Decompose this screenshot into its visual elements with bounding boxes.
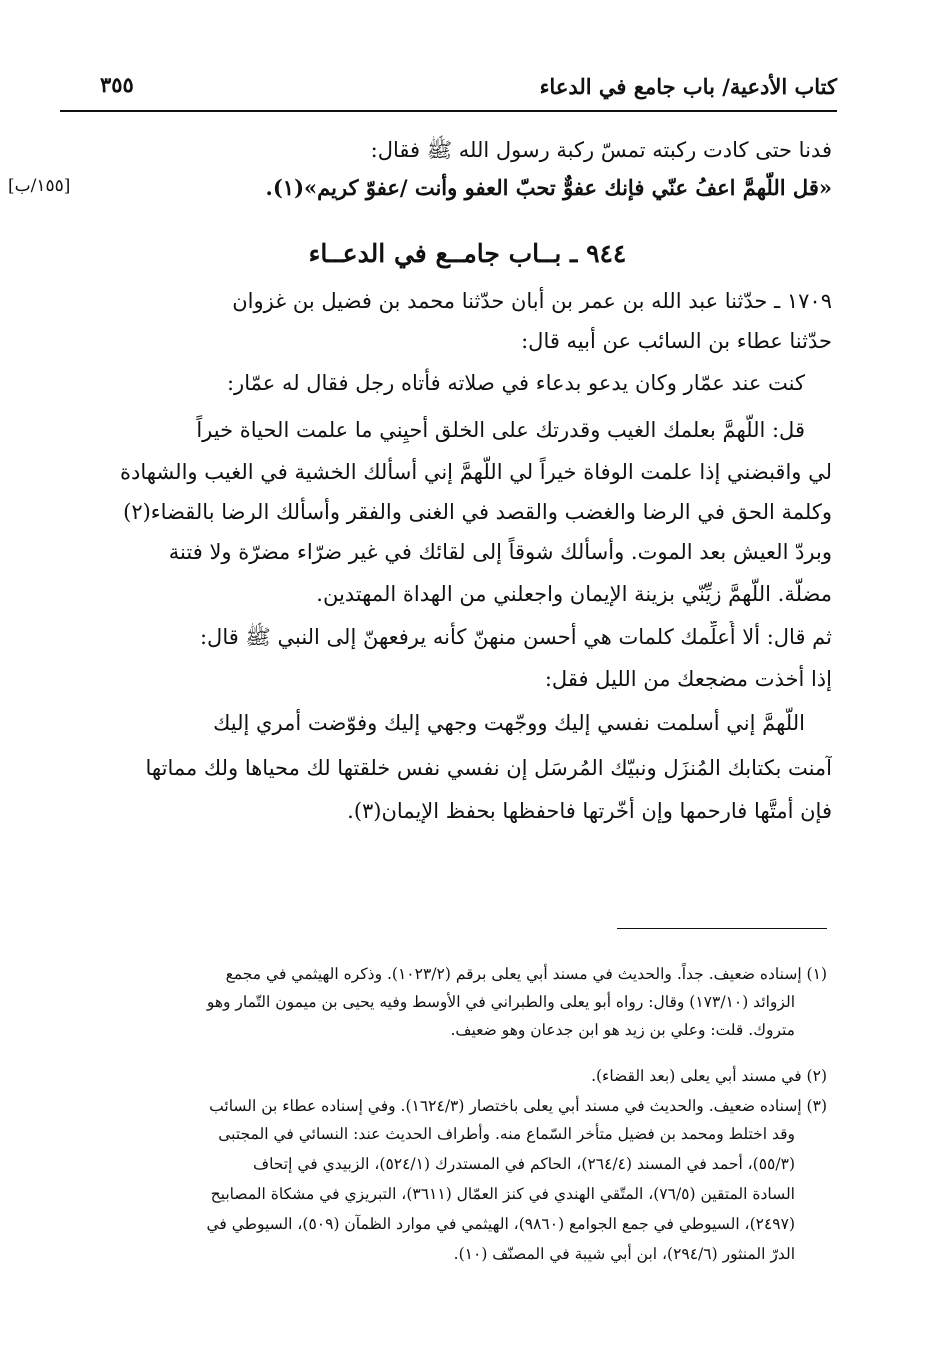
- footnote-line: (٣) إسناده ضعيف. والحديث في مسند أبي يعلى باختصار (١٦٢٤/٣). وفي إسناده عطاء بن السائب: [209, 1097, 827, 1115]
- hadith-line: حدّثنا عطاء بن السائب عن أبيه قال:: [521, 329, 832, 353]
- opening-line-1: فدنا حتى كادت ركبته تمسّ ركبة رسول الله ﷺ فقال:: [370, 138, 832, 162]
- hadith-line: ثم قال: ألا أُعلِّمك كلمات هي أحسن منهنّ كأنه يرفعهنّ إلى النبي ﷺ قال:: [199, 625, 832, 649]
- footnote-line: (٥٥/٣)، أحمد في المسند (٢٦٤/٤)، الحاكم في المستدرك (٥٢٤/١)، الزبيدي في إتحاف: [253, 1155, 795, 1173]
- footnote-line: (١) إسناده ضعيف. جداً. والحديث في مسند أبي يعلى برقم (١٠٢٣/٢). وذكره الهيثمي في مجمع: [225, 965, 827, 983]
- footnote-line: الزوائد (١٧٣/١٠) وقال: رواه أبو يعلى والطبراني في الأوسط وفيه يحيى بن ميمون التّمار وهو: [206, 993, 795, 1011]
- footnote-line: (٢) في مسند أبي يعلى (بعد القضاء).: [591, 1067, 827, 1085]
- header-divider: [60, 110, 837, 112]
- hadith-line: مضلّة. اللّهمَّ زيِّنّي بزينة الإيمان واجعلني من الهداة المهتدين.: [316, 582, 832, 606]
- hadith-line: وكلمة الحق في الرضا والغضب والقصد في الغنى والفقر وأسألك الرضا بالقضاء(٢): [123, 500, 832, 524]
- footnote-line: السادة المتقين (٧٦/٥)، المتّقي الهندي في كنز العمّال (٣٦١١)، التبريزي في مشكاة المصابيح: [210, 1185, 795, 1203]
- hadith-line: قل: اللّهمَّ بعلمك الغيب وقدرتك على الخلق أحيِني ما علمت الحياة خيراً: [196, 418, 805, 442]
- hadith-line: فإن أمتَّها فارحمها وإن أخّرتها فاحفظها بحفظ الإيمان(٣).: [347, 799, 832, 823]
- hadith-line: وبردّ العيش بعد الموت. وأسألك شوقاً إلى لقائك في غير ضرّاء مضرّة ولا فتنة: [168, 540, 832, 564]
- hadith-line: كنت عند عمّار وكان يدعو بدعاء في صلاته فأتاه رجل فقال له عمّار:: [226, 371, 805, 395]
- footnote-divider: [617, 928, 827, 929]
- footnote-line: الدرّ المنثور (٢٩٤/٦)، ابن أبي شيبة في المصنّف (١٠).: [453, 1245, 795, 1263]
- page-number: ٣٥٥: [100, 72, 134, 97]
- footnote-line: وقد اختلط ومحمد بن فضيل متأخر السّماع منه. وأطراف الحديث عند: النسائي في المجتبى: [218, 1125, 795, 1143]
- manuscript-folio-reference: [١٥٥/ب]: [8, 176, 71, 196]
- running-header-title: كتاب الأدعية/ باب جامع في الدعاء: [539, 74, 837, 99]
- footnote-line: (٢٤٩٧)، السيوطي في جمع الجوامع (٩٨٦٠)، الهيثمي في موارد الظمآن (٥٠٩)، السيوطي في: [206, 1215, 795, 1233]
- hadith-line: لي واقبضني إذا علمت الوفاة خيراً لي اللّهمَّ إني أسألك الخشية في الغيب والشهادة: [120, 460, 832, 484]
- hadith-line: ١٧٠٩ ـ حدّثنا عبد الله بن عمر بن أبان حدّثنا محمد بن فضيل بن غزوان: [232, 289, 832, 313]
- hadith-line: آمنت بكتابك المُنزَل ونبيّك المُرسَل إن نفسي نفس خلقتها لك محياها ولك مماتها: [145, 756, 832, 780]
- chapter-heading: ٩٤٤ ـ بــاب جامــع في الدعــاء: [308, 239, 627, 268]
- footnote-line: متروك. قلت: وعلي بن زيد هو ابن جدعان وهو ضعيف.: [450, 1021, 795, 1039]
- hadith-line: إذا أخذت مضجعك من الليل فقل:: [544, 667, 832, 691]
- hadith-line: اللّهمَّ إني أسلمت نفسي إليك ووجّهت وجهي إليك وفوّضت أمري إليك: [213, 711, 805, 735]
- opening-line-2: «قل اللّهمَّ اعفُ عنّي فإنك عفوٌّ تحبّ العفو وأنت /عفوّ كريم»(١).: [265, 175, 832, 200]
